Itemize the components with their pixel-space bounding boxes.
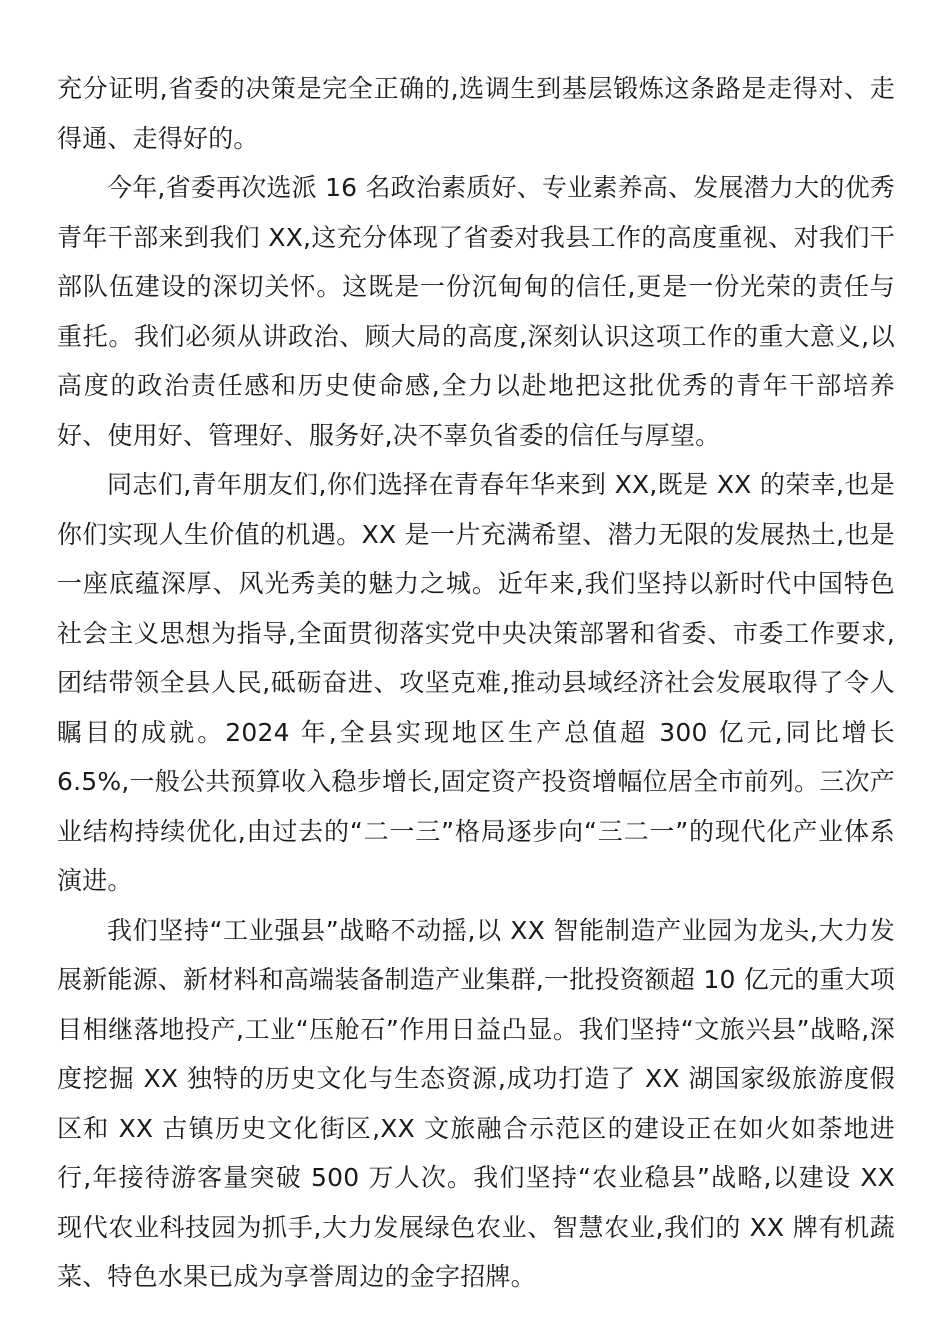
paragraph-continuation: 充分证明,省委的决策是完全正确的,选调生到基层锻炼这条路是走得对、走得通、走得好的。 bbox=[57, 74, 895, 153]
paragraph-selected-cadres: 今年,省委再次选派 16 名政治素质好、专业素养高、发展潜力大的优秀青年干部来到我们 XX,这充分体现了省委对我县工作的高度重视、对我们干部队伍建设的深切关怀。这既是一份沉甸甸的信任,更是一份光荣的责任与重托。我们必须从讲政治、顾大局的高度,深刻认识这项工作的重大意义,以高度的政治责任感和历史使命感,全力以赴地把这批优秀的青年干部培养好、使用好、管理好、服务好,决不辜负省委的信任与厚望。 bbox=[57, 173, 895, 450]
document-body bbox=[57, 64, 895, 1302]
paragraph-county-development: 同志们,青年朋友们,你们选择在青春年华来到 XX,既是 XX 的荣幸,也是你们实现人生价值的机遇。XX 是一片充满希望、潜力无限的发展热土,也是一座底蕴深厚、风光秀美的魅力之城。近年来,我们坚持以新时代中国特色社会主义思想为指导,全面贯彻落实党中央决策部署和省委、市委工作要求,团结带领全县人民,砥砺奋进、攻坚克难,推动县域经济社会发展取得了令人瞩目的成就。2024 年,全县实现地区生产总值超 300 亿元,同比增长 6.5%,一般公共预算收入稳步增长,固定资产投资增幅位居全市前列。三次产业结构持续优化,由过去的“二一三”格局逐步向“三二一”的现代化产业体系演进。 bbox=[57, 470, 896, 895]
paragraph-strategies: 我们坚持“工业强县”战略不动摇,以 XX 智能制造产业园为龙头,大力发展新能源、新材料和高端装备制造产业集群,一批投资额超 10 亿元的重大项目相继落地投产,工业“压舱石”作用日益凸显。我们坚持“文旅兴县”战略,深度挖掘 XX 独特的历史文化与生态资源,成功打造了 XX 湖国家级旅游度假区和 XX 古镇历史文化街区,XX 文旅融合示范区的建设正在如火如荼地进行,年接待游客量突破 500 万人次。我们坚持“农业稳县”战略,以建设 XX 现代农业科技园为抓手,大力发展绿色农业、智慧农业,我们的 XX 牌有机蔬菜、特色水果已成为享誉周边的金字招牌。 bbox=[57, 915, 895, 1291]
